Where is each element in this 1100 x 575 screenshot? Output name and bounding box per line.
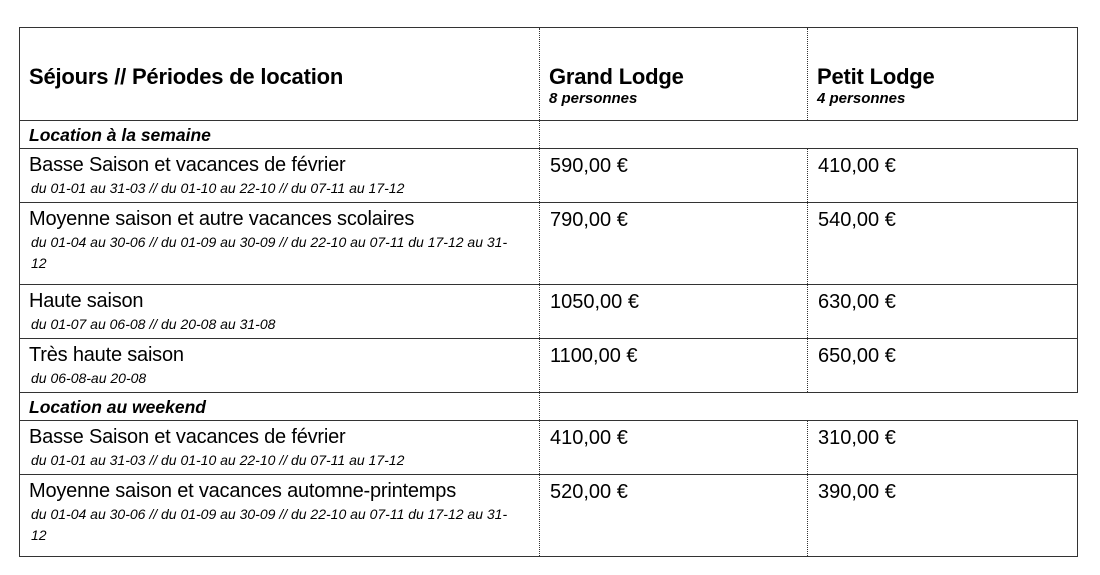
period-dates: du 01-07 au 06-08 // du 20-08 au 31-08 [31, 316, 276, 332]
pricing-table [19, 27, 1078, 557]
petit-lodge-price-cell [808, 203, 1078, 285]
grand-lodge-price-cell [540, 339, 808, 393]
period-label: Très haute saison [29, 344, 184, 366]
period-label: Basse Saison et vacances de février [29, 154, 346, 176]
period-cell [20, 285, 540, 339]
header-grand-lodge-cell [540, 28, 808, 121]
period-label: Moyenne saison et vacances automne-printemps [29, 480, 456, 502]
grand-lodge-price: 1050,00 € [550, 291, 639, 313]
grand-lodge-price-cell [540, 475, 808, 557]
petit-lodge-price: 310,00 € [818, 427, 896, 449]
table-row [20, 149, 1078, 203]
table-row [20, 285, 1078, 339]
period-cell [20, 475, 540, 557]
table-title: Séjours // Périodes de location [29, 64, 344, 89]
section-empty-cell [540, 121, 1078, 149]
section-label-weekend: Location au weekend [29, 397, 206, 417]
grand-lodge-price-cell [540, 149, 808, 203]
grand-lodge-price: 1100,00 € [550, 345, 638, 367]
period-dates: du 01-01 au 31-03 // du 01-10 au 22-10 // du 07-11 au 17-12 [31, 180, 405, 196]
table-row [20, 475, 1078, 557]
period-label: Basse Saison et vacances de février [29, 426, 346, 448]
table-row [20, 339, 1078, 393]
petit-lodge-price: 630,00 € [818, 291, 896, 313]
petit-lodge-header: Petit Lodge [817, 64, 935, 89]
section-empty-cell [540, 393, 1078, 421]
section-label-cell [20, 121, 540, 149]
period-label: Moyenne saison et autre vacances scolaires [29, 208, 415, 230]
section-label-cell [20, 393, 540, 421]
grand-lodge-price: 410,00 € [550, 427, 628, 449]
petit-lodge-price-cell [808, 149, 1078, 203]
period-dates: du 01-04 au 30-06 // du 01-09 au 30-09 // du 22-10 au 07-11 du 17-12 au 31-12 [31, 506, 508, 543]
petit-lodge-capacity: 4 personnes [817, 90, 906, 107]
petit-lodge-price: 540,00 € [818, 209, 896, 231]
period-cell [20, 421, 540, 475]
grand-lodge-price: 520,00 € [550, 481, 628, 503]
grand-lodge-price-cell [540, 421, 808, 475]
section-label-week: Location à la semaine [29, 125, 211, 145]
grand-lodge-price: 590,00 € [550, 155, 628, 177]
period-dates: du 01-04 au 30-06 // du 01-09 au 30-09 // du 22-10 au 07-11 du 17-12 au 31-12 [31, 234, 508, 271]
table-row [20, 421, 1078, 475]
grand-lodge-price: 790,00 € [550, 209, 628, 231]
petit-lodge-price-cell [808, 475, 1078, 557]
petit-lodge-price: 390,00 € [818, 481, 896, 503]
petit-lodge-price-cell [808, 339, 1078, 393]
period-label: Haute saison [29, 290, 144, 312]
grand-lodge-price-cell [540, 285, 808, 339]
petit-lodge-price: 410,00 € [818, 155, 896, 177]
petit-lodge-price: 650,00 € [818, 345, 896, 367]
period-dates: du 01-01 au 31-03 // du 01-10 au 22-10 // du 07-11 au 17-12 [31, 452, 405, 468]
header-petit-lodge-cell [808, 28, 1078, 121]
period-cell [20, 149, 540, 203]
period-dates: du 06-08-au 20-08 [31, 370, 147, 386]
section-row-week [20, 121, 1078, 149]
table-header-row [20, 28, 1078, 121]
table-row [20, 203, 1078, 285]
grand-lodge-header: Grand Lodge [549, 64, 684, 89]
petit-lodge-price-cell [808, 421, 1078, 475]
grand-lodge-capacity: 8 personnes [549, 90, 638, 107]
header-title-cell [20, 28, 540, 121]
grand-lodge-price-cell [540, 203, 808, 285]
period-cell [20, 203, 540, 285]
period-cell [20, 339, 540, 393]
section-row-weekend [20, 393, 1078, 421]
petit-lodge-price-cell [808, 285, 1078, 339]
